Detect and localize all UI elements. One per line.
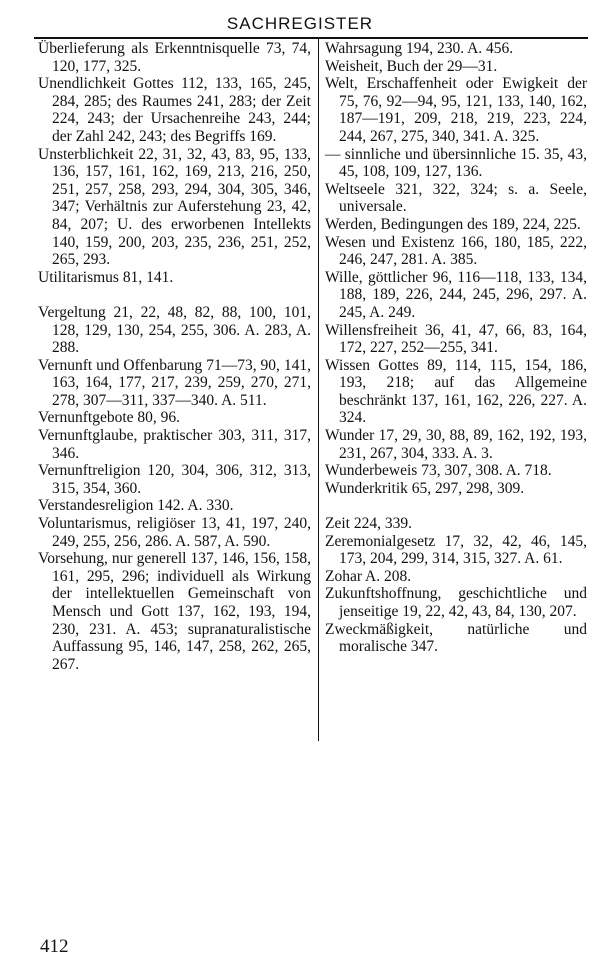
index-entry: Welt, Erschaffenheit oder Ewigkeit der 75, 76, 92—94, 95, 121, 133, 140, 162, 187—191, 209, 218, 219, 223, 224, 244, 267, 275, 340, 341. A. 325.: [325, 75, 587, 145]
index-entry: Zeit 224, 339.: [325, 515, 412, 533]
left-column: [38, 40, 311, 673]
column-divider: [318, 39, 319, 741]
index-entry: Wahrsagung 194, 230. A. 456.: [325, 40, 514, 57]
index-entry: Verstandesreligion 142. A. 330.: [38, 497, 234, 515]
index-entry: Wissen Gottes 89, 114, 115, 154, 186, 193, 218; auf das Allgemeine beschränkt 137, 161, 162, 226, 227. A. 324.: [325, 356, 587, 427]
index-entry: — sinnliche und übersinnliche 15. 35, 43, 45, 108, 109, 127, 136.: [325, 145, 587, 181]
index-entry: Vernunftglaube, praktischer 303, 311, 317, 346.: [38, 427, 311, 462]
index-entry: Wesen und Existenz 166, 180, 185, 222, 246, 247, 281. A. 385.: [325, 233, 587, 269]
index-entry: Wunderbeweis 73, 307, 308. A. 718.: [325, 462, 552, 480]
index-entry: Weisheit, Buch der 29—31.: [325, 57, 498, 75]
index-entry: Überlieferung als Erkenntnisquelle 73, 74, 120, 177, 325.: [38, 40, 311, 75]
index-entry: Zeremonialgesetz 17, 32, 42, 46, 145, 173, 204, 299, 314, 315, 327. A. 61.: [325, 532, 587, 568]
index-entry: Unsterblichkeit 22, 31, 32, 43, 83, 95, 133, 136, 157, 161, 162, 169, 213, 216, 250, 251, 257, 258, 293, 294, 304, 305, 346, 347; Verhältnis zur Auferstehung 23, 42, 84, 207; U. des erworbenen Intellekts 140, 159, 200, 203, 235, 236, 251, 252, 265, 293.: [38, 145, 311, 269]
letter-group-gap: [38, 286, 311, 304]
index-entry: Vernunft und Offenbarung 71—73, 90, 141, 163, 164, 177, 217, 239, 259, 270, 271, 278, 307—311, 337—340. A. 511.: [38, 356, 311, 409]
index-entry: Utilitarismus 81, 141.: [38, 268, 174, 286]
index-entry: Unendlichkeit Gottes 112, 133, 165, 245, 284, 285; des Raumes 241, 283; der Zeit 224, 243; der Ursachenreihe 243, 244; der Zahl 242, 243; des Begriffs 169.: [38, 75, 311, 145]
right-column: [325, 40, 587, 656]
index-entry: Vorsehung, nur generell 137, 146, 156, 158, 161, 295, 296; individuell als Wirkung der intellektuellen Gemeinschaft von Mensch und Gott 137, 162, 193, 194, 230, 231. A. 453; supranaturalistische Auffassung 95, 146, 147, 258, 262, 265, 267.: [38, 550, 311, 673]
letter-group-gap: [325, 497, 587, 515]
index-entry: Voluntarismus, religiöser 13, 41, 197, 240, 249, 255, 256, 286. A. 587, A. 590.: [38, 515, 311, 550]
running-header: SACHREGISTER: [226, 14, 374, 33]
page-number: 412: [40, 936, 69, 957]
index-entry: Zohar A. 208.: [325, 567, 412, 585]
index-entry: Wunder 17, 29, 30, 88, 89, 162, 192, 193, 231, 267, 304, 333. A. 3.: [325, 427, 587, 462]
index-entry: Wunderkritik 65, 297, 298, 309.: [325, 479, 525, 497]
index-entry: Vernunftreligion 120, 304, 306, 312, 313, 315, 354, 360.: [38, 462, 311, 497]
index-entry: Vergeltung 21, 22, 48, 82, 88, 100, 101, 128, 129, 130, 254, 255, 306. A. 283, A. 288.: [38, 303, 311, 357]
index-entry: Zweckmäßigkeit, natürliche und moralische 347.: [325, 620, 587, 656]
index-entry: Wille, göttlicher 96, 116—118, 133, 134, 188, 189, 226, 244, 245, 296, 297. A. 245, A. 249.: [325, 268, 587, 321]
index-entry: Vernunftgebote 80, 96.: [38, 409, 181, 427]
index-entry: Weltseele 321, 322, 324; s. a. Seele, universale.: [325, 180, 587, 216]
index-entry: Willensfreiheit 36, 41, 47, 66, 83, 164, 172, 227, 252—255, 341.: [325, 321, 587, 357]
index-entry: Werden, Bedingungen des 189, 224, 225.: [325, 215, 581, 233]
header-rule: [34, 37, 588, 39]
index-entry: Zukunftshoffnung, geschichtliche und jenseitige 19, 22, 42, 43, 84, 130, 207.: [325, 585, 587, 620]
